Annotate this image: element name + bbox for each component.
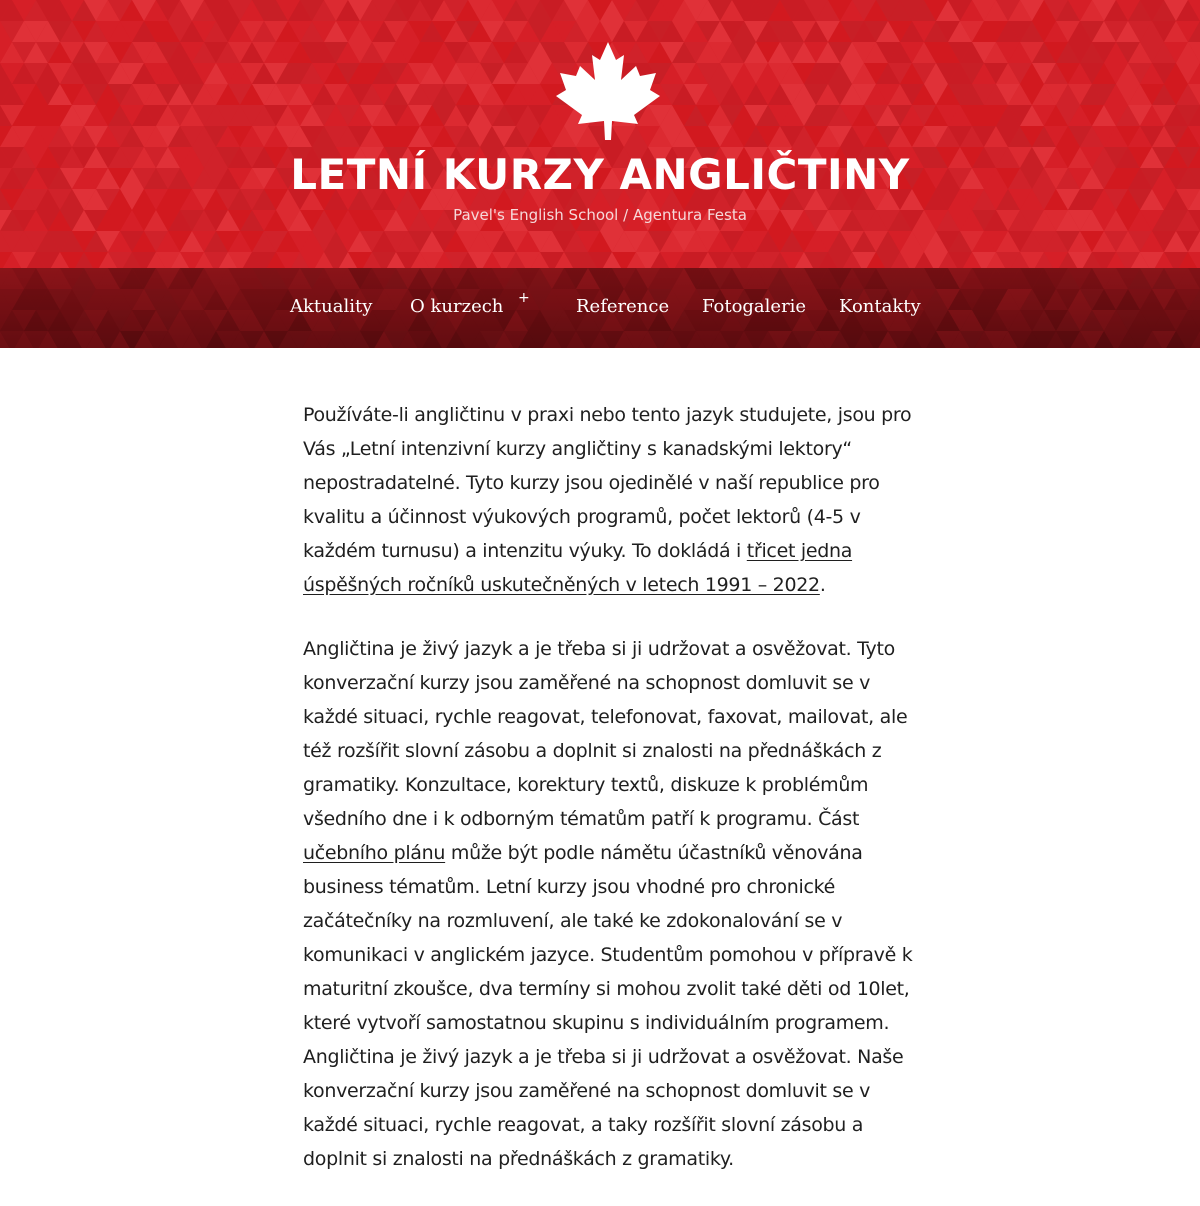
nav-item-fotogalerie[interactable]: Fotogalerie [702, 296, 807, 317]
main-content [303, 398, 923, 1206]
history-link[interactable]: třicet jedna úspěšných ročníků uskutečněných v letech 1991 – 2022 [303, 540, 853, 596]
study-plan-link[interactable]: učebního plánu [303, 842, 446, 864]
nav-item-label: O kurzech [410, 296, 504, 317]
paragraph-text: Angličtina je živý jazyk a je třeba si ji udržovat a osvěžovat. Tyto konverzační kurzy jsou zaměřené na schopnost domluvit se v každé situaci, rychle reagovat, telefonovat, faxovat, mailovat, ale též rozšířit slovní zásobu a doplnit si znalosti na přednáškách z gramatiky. Konzultace, korektury textů, diskuze k problémům všedního dne i k odborným tématům patří k programu. Část [303, 638, 908, 830]
intro-paragraph [303, 398, 923, 602]
main-navigation [0, 268, 1200, 348]
course-description-paragraph [303, 632, 923, 1176]
expand-submenu-icon[interactable]: + [518, 290, 530, 306]
site-description: Pavel's English School / Agentura Festa [453, 206, 747, 224]
paragraph-text: může být podle námětu účastníků věnována business tématům. Letní kurzy jsou vhodné pro chronické začátečníky na rozmluvení, ale také ke zdokonalování se v komunikaci v anglickém jazyce. Studentům pomohou v přípravě k maturitní zkoušce, dva termíny si mohou zvolit také děti od 10let, které vytvoří samostatnou skupinu s individuálním programem. Angličtina je živý jazyk a je třeba si ji udržovat a osvěžovat. Naše konverzační kurzy jsou zaměřené na schopnost domluvit se v každé situaci, rychle reagovat, a taky rozšířit slovní zásobu a doplnit si znalosti na přednáškách z gramatiky. [303, 842, 913, 1170]
paragraph-text: Používáte-li angličtinu v praxi nebo tento jazyk studujete, jsou pro Vás „Letní intenzivní kurzy angličtiny s kanadskými lektory“ nepostradatelné. Tyto kurzy jsou ojedinělé v naší republice pro kvalitu a účinnost výukových programů, počet lektorů (4-5 v každém turnusu) a intenzitu výuky. To dokládá i [303, 404, 912, 562]
nav-item-o-kurzech[interactable] [410, 290, 530, 317]
nav-menu [0, 268, 1200, 348]
site-title[interactable]: LETNÍ KURZY ANGLIČTINY [290, 150, 910, 199]
branding [0, 0, 1200, 268]
site-header [0, 0, 1200, 268]
nav-item-kontakty[interactable]: Kontakty [839, 296, 921, 317]
nav-item-reference[interactable]: Reference [576, 296, 670, 317]
nav-item-aktuality[interactable]: Aktuality [290, 296, 373, 317]
maple-leaf-icon[interactable] [552, 40, 664, 140]
paragraph-text: . [819, 574, 826, 596]
